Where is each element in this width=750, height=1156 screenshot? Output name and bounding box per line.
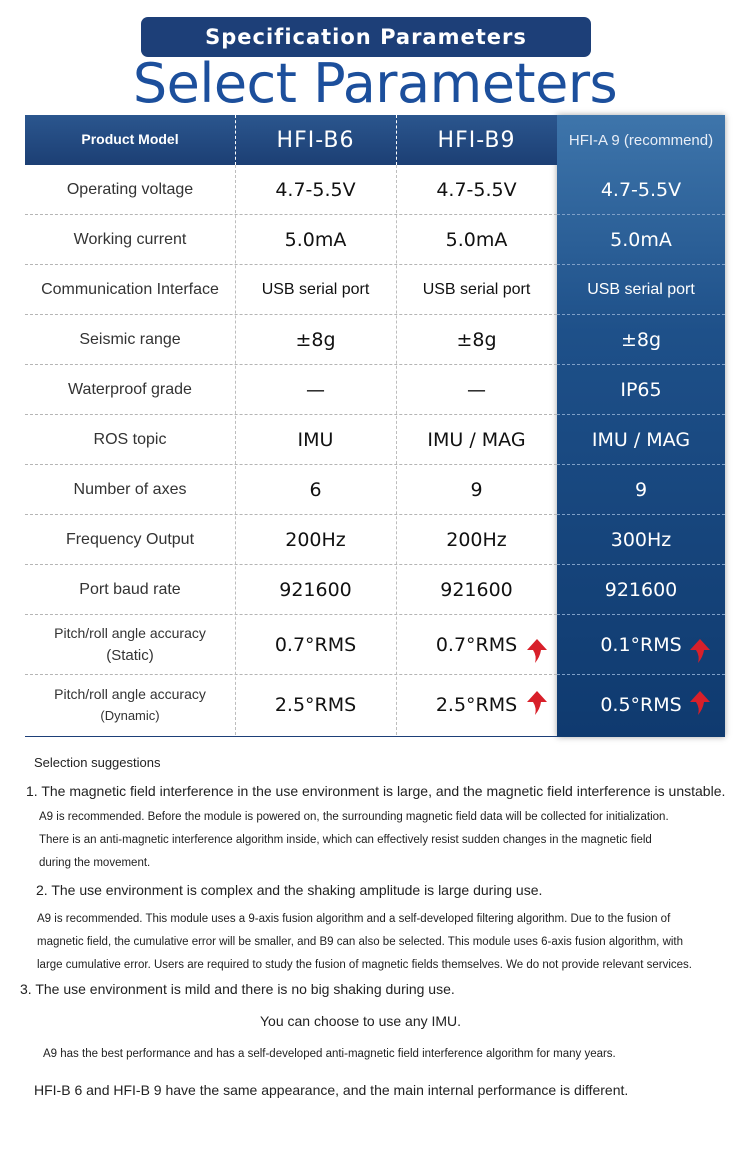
cell bbox=[557, 415, 725, 465]
note-1-detail: There is an anti-magnetic interference algorithm inside, which can effectively resist sudden changes in the magnetic field bbox=[39, 834, 652, 846]
cell-value: 6 bbox=[309, 479, 322, 501]
row-divider bbox=[557, 264, 725, 265]
note-3: 3. The use environment is mild and there is no big shaking during use. bbox=[20, 981, 455, 997]
cell bbox=[235, 415, 396, 465]
up-arrow-icon bbox=[689, 638, 711, 664]
cell-value: 0.7°RMS bbox=[435, 634, 518, 656]
cell-value: 9 bbox=[634, 479, 648, 501]
cell-value: USB serial port bbox=[422, 281, 531, 298]
note-2-detail: A9 is recommended. This module uses a 9-axis fusion algorithm and a self-developed filtering algorithm. Due to the fusion of bbox=[37, 913, 671, 925]
cell-value: 4.7-5.5V bbox=[436, 179, 517, 201]
header-label: HFI-A 9 (recommend) bbox=[568, 131, 714, 149]
cell-value: — bbox=[467, 379, 486, 401]
cell-value: 200Hz bbox=[285, 529, 346, 551]
cell bbox=[396, 465, 557, 515]
cell-value: 921600 bbox=[279, 579, 352, 601]
table-row bbox=[25, 565, 725, 615]
cell bbox=[396, 265, 557, 315]
cell-value: 0.7°RMS bbox=[274, 634, 357, 656]
cell bbox=[557, 315, 725, 365]
cell bbox=[235, 675, 396, 735]
cell bbox=[235, 165, 396, 215]
table-row bbox=[25, 675, 725, 735]
header-hfi-b6 bbox=[235, 115, 396, 165]
cell bbox=[235, 465, 396, 515]
row-label: ROS topic bbox=[93, 430, 167, 448]
row-divider bbox=[557, 614, 725, 615]
note-2-detail: large cumulative error. Users are required to study the fusion of magnetic fields themselves. We do not provide relevant services. bbox=[37, 959, 692, 971]
header-hfi-b9 bbox=[396, 115, 557, 165]
cell-value: 2.5°RMS bbox=[435, 694, 518, 716]
row-label: Communication Interface bbox=[41, 280, 219, 298]
row-label: Frequency Output bbox=[65, 530, 195, 548]
cell-value: IP65 bbox=[620, 379, 662, 401]
cell bbox=[557, 165, 725, 215]
cell bbox=[235, 615, 396, 675]
cell-value: 4.7-5.5V bbox=[600, 179, 682, 201]
row-divider bbox=[557, 214, 725, 215]
notes-heading: Selection suggestions bbox=[34, 755, 161, 770]
cell-value: IMU / MAG bbox=[591, 429, 691, 451]
cell bbox=[235, 565, 396, 615]
cell-value: 5.0mA bbox=[445, 229, 508, 251]
table-bottom-border bbox=[25, 736, 557, 737]
note-1-detail: during the movement. bbox=[39, 857, 151, 869]
cell bbox=[235, 315, 396, 365]
cell bbox=[235, 265, 396, 315]
row-label: Seismic range bbox=[79, 330, 181, 348]
cell bbox=[557, 365, 725, 415]
cell-value: 5.0mA bbox=[284, 229, 347, 251]
cell bbox=[396, 365, 557, 415]
row-divider bbox=[557, 564, 725, 565]
row-divider bbox=[25, 514, 557, 515]
row-label-sub: (Dynamic) bbox=[100, 707, 160, 723]
row-label: Number of axes bbox=[73, 480, 187, 498]
cell bbox=[396, 565, 557, 615]
cell bbox=[557, 565, 725, 615]
row-divider bbox=[557, 414, 725, 415]
table-row bbox=[25, 515, 725, 565]
cell-value: 921600 bbox=[440, 579, 513, 601]
row-divider bbox=[25, 614, 557, 615]
cell bbox=[396, 165, 557, 215]
note-1-detail: A9 is recommended. Before the module is powered on, the surrounding magnetic field data will be collected for initialization. bbox=[39, 811, 669, 823]
cell-value: 921600 bbox=[604, 579, 678, 601]
note-3-detail: A9 has the best performance and has a self-developed anti-magnetic field interference algorithm for many years. bbox=[43, 1048, 616, 1060]
column-divider bbox=[235, 115, 236, 165]
table-row bbox=[25, 265, 725, 315]
cell-value: ±8g bbox=[295, 329, 336, 351]
cell-value: 300Hz bbox=[610, 529, 672, 551]
cell-value: USB serial port bbox=[587, 281, 695, 298]
cell-value: USB serial port bbox=[261, 281, 370, 298]
row-divider bbox=[25, 214, 557, 215]
cell-value: 0.1°RMS bbox=[600, 634, 682, 656]
row-divider bbox=[557, 464, 725, 465]
table-header bbox=[25, 115, 725, 165]
note-2-detail: magnetic field, the cumulative error will be smaller, and B9 can also be selected. This module uses 6-axis fusion algorithm, with bbox=[37, 936, 684, 948]
row-label: Port baud rate bbox=[79, 580, 181, 598]
table-row bbox=[25, 465, 725, 515]
row-divider bbox=[557, 364, 725, 365]
cell bbox=[557, 515, 725, 565]
row-divider bbox=[25, 364, 557, 365]
row-label bbox=[25, 675, 235, 735]
column-divider bbox=[235, 165, 236, 735]
cell-value: 4.7-5.5V bbox=[275, 179, 356, 201]
table-row bbox=[25, 615, 725, 675]
cell-value: — bbox=[306, 379, 325, 401]
note-3-detail: You can choose to use any IMU. bbox=[260, 1013, 462, 1029]
row-label bbox=[25, 615, 235, 675]
cell-value: 200Hz bbox=[446, 529, 507, 551]
up-arrow-icon bbox=[526, 638, 548, 664]
row-label-sub: (Static) bbox=[106, 647, 154, 665]
header-hfi-a9 bbox=[557, 115, 725, 165]
table-row bbox=[25, 165, 725, 215]
cell-value: ±8g bbox=[456, 329, 497, 351]
cell bbox=[557, 465, 725, 515]
row-divider bbox=[25, 414, 557, 415]
cell-value: 9 bbox=[470, 479, 483, 501]
table-row bbox=[25, 365, 725, 415]
cell-value: IMU / MAG bbox=[427, 429, 526, 451]
cell bbox=[235, 215, 396, 265]
column-divider bbox=[396, 165, 397, 735]
cell-value: 0.5°RMS bbox=[600, 694, 682, 716]
spec-banner: Specification Parameters bbox=[141, 17, 591, 57]
cell bbox=[396, 515, 557, 565]
row-divider bbox=[25, 464, 557, 465]
note-4: HFI-B 6 and HFI-B 9 have the same appearance, and the main internal performance is different. bbox=[34, 1082, 629, 1098]
row-label: Working current bbox=[73, 230, 187, 248]
cell bbox=[557, 265, 725, 315]
row-divider bbox=[557, 514, 725, 515]
row-divider bbox=[557, 674, 725, 675]
note-1: 1. The magnetic field interference in the use environment is large, and the magnetic field interference is unstable. bbox=[26, 783, 726, 799]
row-divider bbox=[557, 314, 725, 315]
cell bbox=[396, 315, 557, 365]
header-label: HFI-B9 bbox=[437, 127, 516, 153]
row-label: Waterproof grade bbox=[68, 380, 192, 398]
cell bbox=[396, 415, 557, 465]
page-title: Select Parameters bbox=[132, 52, 618, 115]
row-label-main: Pitch/roll angle accuracy bbox=[54, 624, 206, 641]
row-divider bbox=[25, 674, 557, 675]
header-label: HFI-B6 bbox=[276, 127, 355, 153]
cell bbox=[235, 365, 396, 415]
cell bbox=[235, 515, 396, 565]
cell-value: 5.0mA bbox=[610, 229, 672, 251]
row-divider bbox=[25, 564, 557, 565]
cell-value: IMU bbox=[297, 429, 334, 451]
note-2: 2. The use environment is complex and the shaking amplitude is large during use. bbox=[36, 882, 543, 898]
row-divider bbox=[25, 264, 557, 265]
cell bbox=[396, 215, 557, 265]
table-row bbox=[25, 215, 725, 265]
row-label-main: Pitch/roll angle accuracy bbox=[54, 686, 206, 703]
column-divider bbox=[396, 115, 397, 165]
cell bbox=[557, 215, 725, 265]
up-arrow-icon bbox=[689, 690, 711, 716]
cell-value: 2.5°RMS bbox=[274, 694, 357, 716]
row-divider bbox=[25, 314, 557, 315]
row-label: Operating voltage bbox=[66, 180, 194, 198]
cell-value: ±8g bbox=[620, 329, 662, 351]
header-product-model: Product Model bbox=[81, 131, 179, 148]
up-arrow-icon bbox=[526, 690, 548, 716]
table-row bbox=[25, 415, 725, 465]
table-row bbox=[25, 315, 725, 365]
